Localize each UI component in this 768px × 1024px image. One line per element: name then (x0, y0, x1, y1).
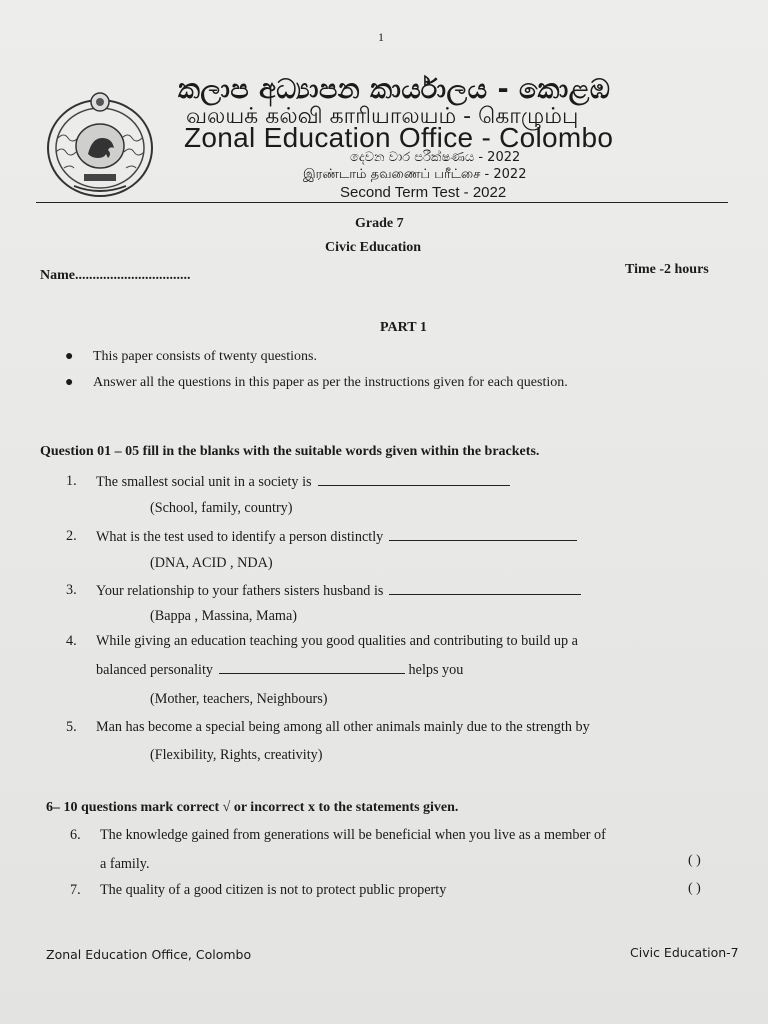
section1-heading: Question 01 – 05 fill in the blanks with the suitable words given within the brackets. (40, 444, 540, 459)
question-4-options: (Mother, teachers, Neighbours) (150, 691, 328, 707)
header-divider (36, 202, 728, 203)
question-1-options: (School, family, country) (150, 500, 293, 516)
section2-heading: 6– 10 questions mark correct √ or incorrect x to the statements given. (46, 800, 459, 815)
term-title-english: Second Term Test - 2022 (340, 184, 507, 201)
question-6-line2: a family. (100, 856, 150, 872)
answer-blank (318, 473, 510, 486)
instruction-item: ● Answer all the questions in this paper as per the instructions given for each question. (65, 375, 568, 390)
bullet-icon: ● (65, 375, 74, 390)
time-label: Time -2 hours (625, 262, 709, 277)
question-7: 7. The quality of a good citizen is not to protect public property (70, 882, 447, 898)
office-title-english: Zonal Education Office - Colombo (184, 122, 614, 153)
grade-label: Grade 7 (355, 216, 404, 231)
question-6: 6. The knowledge gained from generations will be beneficial when you live as a member of (70, 827, 606, 843)
term-title-tamil: இரண்டாம் தவணைப் பரீட்சை - 2022 (303, 167, 527, 182)
question-5: 5. Man has become a special being among all other animals mainly due to the strength by (66, 719, 590, 735)
answer-blank (389, 528, 577, 541)
instruction-item: ● This paper consists of twenty questions. (65, 349, 317, 364)
question-4-line2: balanced personality helps you (96, 662, 464, 678)
question-5-options: (Flexibility, Rights, creativity) (150, 747, 323, 763)
bullet-icon: ● (65, 349, 74, 364)
footer-office: Zonal Education Office, Colombo (46, 947, 252, 962)
subject-label: Civic Education (325, 240, 422, 255)
question-2-options: (DNA, ACID , NDA) (150, 555, 273, 571)
answer-bracket: ( ) (688, 881, 701, 896)
term-title-sinhala: දෙවන වාර පරීක්ෂණය - 2022 (350, 150, 521, 165)
question-3: 3. Your relationship to your fathers sisters husband is (96, 582, 581, 600)
answer-blank (389, 582, 581, 595)
answer-bracket: ( ) (688, 853, 701, 868)
office-title-sinhala: කලාප අධ්‍යාපන කාර්යාලය - කොළඹ (178, 74, 611, 105)
question-2: 2. What is the test used to identify a person distinctly (96, 528, 577, 546)
question-4: 4. While giving an education teaching you good qualities and contributing to build up a (66, 633, 578, 649)
part-heading: PART 1 (380, 320, 427, 335)
office-title-tamil: வலயக் கல்வி காரியாலயம் - கொழும்பு (186, 104, 579, 129)
question-1: 1. The smallest social unit in a society is (96, 473, 510, 491)
name-field: Name................................. (40, 268, 191, 283)
page-number: 1 (378, 30, 384, 44)
question-3-options: (Bappa , Massina, Mama) (150, 608, 297, 624)
footer-subject: Civic Education-7 (630, 945, 739, 960)
answer-blank (219, 661, 405, 674)
sri-lanka-emblem-icon (44, 88, 156, 200)
